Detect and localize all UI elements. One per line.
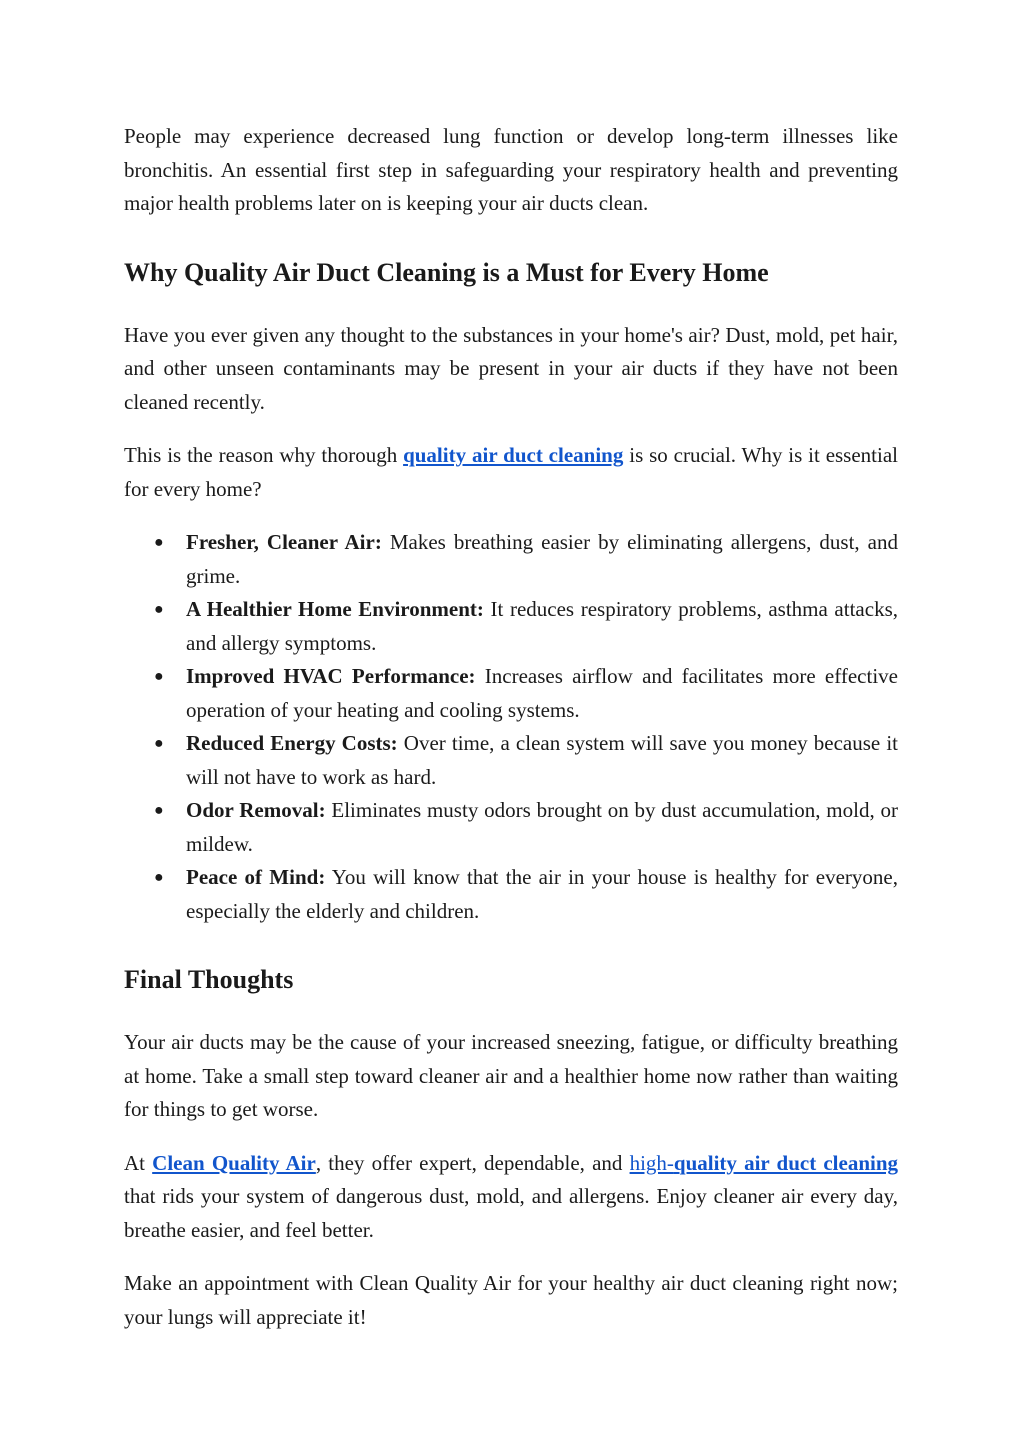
list-item (124, 794, 898, 861)
list-item-title: Peace of Mind: (186, 865, 326, 889)
high-link[interactable]: high- (629, 1150, 674, 1175)
list-item-title: Improved HVAC Performance: (186, 664, 476, 688)
bullet-icon: ● (154, 735, 164, 752)
list-item-text: Makes breathing easier by eliminating allergens, dust, and grime. (186, 530, 898, 588)
clean-quality-air-link[interactable]: Clean Quality Air (152, 1150, 316, 1175)
section-heading-final: Final Thoughts (124, 965, 294, 994)
list-item-text: Over time, a clean system will save you money because it will not have to work as hard. (186, 731, 898, 789)
final-p2-mid: , they offer expert, dependable, and (315, 1150, 630, 1175)
section-heading-why: Why Quality Air Duct Cleaning is a Must for Every Home (124, 257, 769, 287)
final-paragraph-2 (124, 1147, 898, 1248)
why-paragraph-1: Have you ever given any thought to the substances in your home's air? Dust, mold, pet hair, and other unseen contaminants may be present in your air ducts if they have not been cleaned recently. (124, 322, 898, 414)
bullet-icon: ● (154, 869, 164, 886)
list-item-title: Odor Removal: (186, 798, 326, 822)
list-item (124, 526, 898, 593)
final-paragraph-3: Make an appointment with Clean Quality Air for your healthy air duct cleaning right now; your lungs will appreciate it! (124, 1271, 898, 1329)
final-p2-after: that rids your system of dangerous dust, mold, and allergens. Enjoy cleaner air every day, breathe easier, and feel better. (124, 1184, 898, 1242)
list-item (124, 660, 898, 727)
bullet-icon: ● (154, 802, 164, 819)
list-item-text: Increases airflow and facilitates more effective operation of your heating and cooling systems. (186, 664, 898, 722)
list-item-text: It reduces respiratory problems, asthma attacks, and allergy symptoms. (186, 597, 898, 655)
list-item-title: Fresher, Cleaner Air: (186, 530, 382, 554)
why-p2-before: This is the reason why thorough (124, 443, 404, 467)
benefits-list (124, 526, 898, 928)
list-item (124, 593, 898, 660)
final-paragraph-1: Your air ducts may be the cause of your increased sneezing, fatigue, or difficulty breathing at home. Take a small step toward cleaner air and a healthier home now rather than waiting for things to get worse. (124, 1030, 898, 1121)
list-item-title: Reduced Energy Costs: (186, 731, 398, 755)
why-p2-after: is so crucial. Why is it essential for every home? (124, 443, 898, 501)
intro-paragraph: People may experience decreased lung function or develop long-term illnesses like bronchitis. An essential first step in safeguarding your respiratory health and preventing major health problems later on is keeping your air ducts clean. (124, 124, 898, 215)
list-item-text: Eliminates musty odors brought on by dust accumulation, mold, or mildew. (186, 798, 898, 856)
list-item (124, 727, 898, 794)
bullet-icon: ● (154, 668, 164, 685)
list-item-title: A Healthier Home Environment: (186, 597, 484, 621)
bullet-icon: ● (154, 601, 164, 618)
why-paragraph-2 (124, 439, 898, 506)
quality-air-duct-cleaning-link[interactable]: quality air duct cleaning (403, 443, 624, 467)
high-quality-air-duct-cleaning-link[interactable]: quality air duct cleaning (673, 1150, 899, 1175)
list-item-text: You will know that the air in your house is healthy for everyone, especially the elderly and children. (186, 865, 898, 923)
document-body (124, 120, 898, 1334)
final-p2-at: At (124, 1150, 153, 1175)
list-item (124, 861, 898, 928)
bullet-icon: ● (154, 534, 164, 551)
